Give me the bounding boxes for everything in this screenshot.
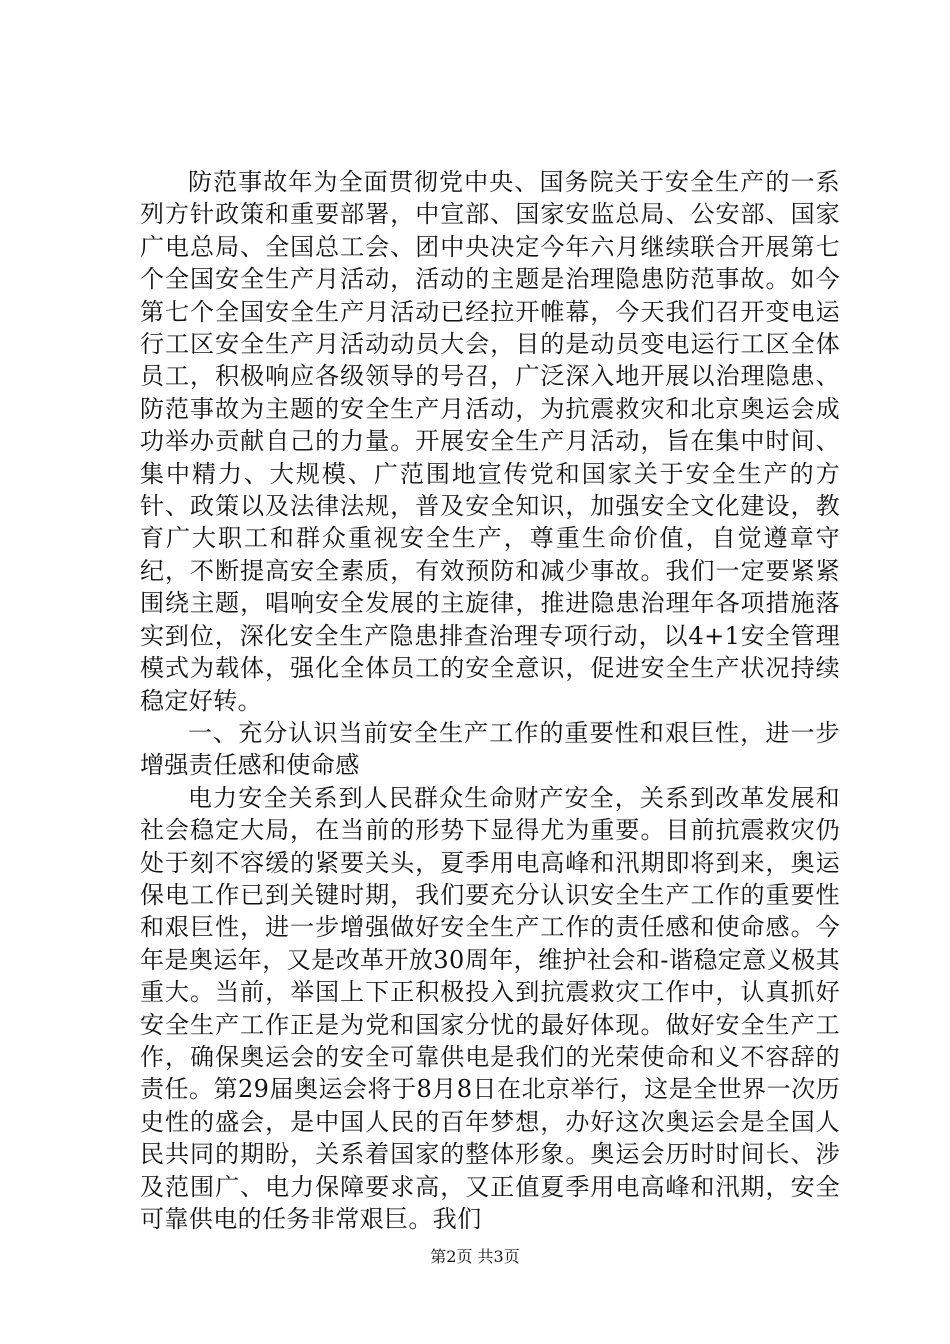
paragraph-intro: 防范事故年为全面贯彻党中央、国务院关于安全生产的一系列方针政策和重要部署，中宣部、国家安监总局、公安部、国家广电总局、全国总工会、团中央决定今年六月继续联合开展第七个全国安全生产月活动，活动的主题是治理隐患防范事故。如今第七个全国安全生产月活动已经拉开帷幕，今天我们召开变电运行工区安全生产月活动动员大会，目的是动员变电运行工区全体员工，积极响应各级领导的号召，广泛深入地开展以治理隐患、防范事故为主题的安全生产月活动，为抗震救灾和北京奥运会成功举办贡献自己的力量。开展安全生产月活动，旨在集中时间、集中精力、大规模、广范围地宣传党和国家关于安全生产的方针、政策以及法律法规，普及安全知识，加强安全文化建设，教育广大职工和群众重视安全生产，尊重生命价值，自觉遵章守纪，不断提高安全素质，有效预防和减少事故。我们一定要紧紧围绕主题，唱响安全发展的主旋律，推进隐患治理年各项措施落实到位，深化安全生产隐患排查治理专项行动，以4+1安全管理模式为载体，强化全体员工的安全意识，促进安全生产状况持续稳定好转。 [140, 168, 840, 715]
paragraph-section-1: 电力安全关系到人民群众生命财产安全，关系到改革发展和社会稳定大局，在当前的形势下显得尤为重要。目前抗震救灾仍处于刻不容缓的紧要关头，夏季用电高峰和汛期即将到来，奥运保电工作已到关键时期，我们要充分认识安全生产工作的重要性和艰巨性，进一步增强做好安全生产工作的责任感和使命感。今年是奥运年，又是改革开放30周年，维护社会和-谐稳定意义极其重大。当前，举国上下正积极投入到抗震救灾工作中，认真抓好安全生产工作正是为党和国家分忧的最好体现。做好安全生产工作，确保奥运会的安全可靠供电是我们的光荣使命和义不容辞的责任。第29届奥运会将于8月8日在北京举行，这是全世界一次历史性的盛会，是中国人民的百年梦想，办好这次奥运会是全国人民共同的期盼，关系着国家的整体形象。奥运会历时时间长、涉及范围广、电力保障要求高，又正值夏季用电高峰和汛期，安全可靠供电的任务非常艰巨。我们 [140, 783, 840, 1233]
page-footer: 第2页 共3页 [430, 1247, 520, 1266]
document-body [140, 166, 840, 1235]
section-heading-1: 一、充分认识当前安全生产工作的重要性和艰巨性，进一步增强责任感和使命感 [140, 718, 840, 780]
